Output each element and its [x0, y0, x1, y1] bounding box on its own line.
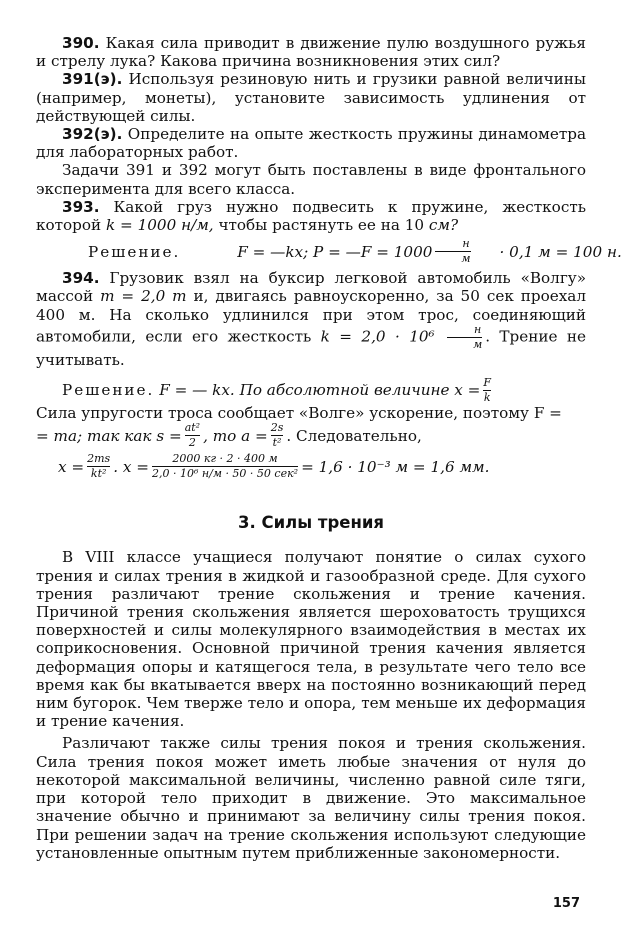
solution-expr: , то a = — [203, 426, 268, 445]
fraction-numerator: н — [474, 322, 482, 336]
stiffness-value: k = 1000 — [106, 216, 177, 235]
solution-expr: · 0,1 м = 100 н. — [499, 242, 622, 261]
length-unit: см? — [428, 216, 459, 235]
fraction — [185, 422, 200, 449]
problem-390 — [36, 34, 586, 70]
problem-number: 391(э). — [62, 70, 123, 89]
problem-text: . Трение не учитывать. — [36, 327, 587, 369]
problem-text: Какой груз нужно подвесить к пружине, жесткость которой — [36, 197, 586, 235]
problem-number: 394. — [62, 269, 100, 288]
paragraph: В VIII классе учащиеся получают понятие о силах сухого трения и силах трения в жидкой и газообразной среде. Для сухого трения различают трение скольжения и трение качения. Причиной трения скольжения является шероховатость трущихся поверхностей и силы молекулярного взаимодействия в местах их соприкосновения. Основной причиной трения качения является деформация опоры и катящегося тела, в результате чего тело все время как бы вкатывается вверх на постоянно возникающий перед ним бугорок. Чем тверже тело и опора, тем меньше их деформация и трение качения. — [36, 548, 586, 731]
fraction-numerator: F — [483, 376, 492, 390]
fraction-numerator: н — [462, 237, 470, 251]
solution-label: Решение. — [88, 242, 181, 261]
fraction-denominator: t² — [272, 436, 282, 450]
stiffness-value: k = 2,0 · 10⁶ — [320, 327, 435, 346]
fraction — [271, 422, 284, 449]
problem-text: чтобы растянуть ее на 10 — [218, 216, 425, 235]
solution-expr: . Следовательно, — [286, 426, 422, 445]
fraction-denominator: k — [483, 391, 491, 405]
problem-392 — [36, 125, 586, 161]
fraction — [447, 324, 482, 351]
problem-text: Определите на опыте жесткость пружины динамометра для лабораторных работ. — [36, 125, 586, 162]
fraction — [87, 453, 110, 480]
problem-text: Какая сила приводит в движение пулю воздушного ружья и стрелу лука? Какова причина возникновения этих сил? — [36, 34, 587, 71]
fraction-numerator: 2000 кг · 2 · 400 м — [172, 452, 278, 466]
problem-text: Используя резиновую нить и грузики равной величины (например, монеты), установите зависимость удлинения от действующей силы. — [36, 70, 586, 125]
fraction-denominator: 2 — [188, 436, 196, 450]
problem-number: 393. — [62, 197, 100, 216]
fraction-denominator: м — [473, 337, 483, 351]
fraction — [483, 377, 491, 404]
solution-393 — [36, 237, 622, 266]
problem-number: 390. — [62, 34, 100, 52]
fraction-denominator: 2,0 · 10⁶ н/м · 50 · 50 сек² — [151, 467, 299, 481]
problem-text: Грузовик взял на буксир легковой автомобиль «Волгу» массой — [36, 269, 587, 306]
solution-expr: x = — [58, 457, 85, 476]
solution-expr: F = —kx; P = —F = 1000 — [237, 242, 433, 261]
mass-value: m = 2,0 т — [100, 287, 187, 306]
solution-expr: F = — kx. По абсолютной величине x = — [159, 381, 481, 400]
fraction-numerator: 2s — [270, 421, 284, 435]
solution-expr: . x = — [113, 457, 149, 476]
fraction-denominator: kt² — [90, 467, 107, 481]
solution-394-line4 — [58, 453, 586, 480]
solution-expr: = 1,6 · 10⁻³ м = 1,6 мм. — [301, 457, 490, 476]
stiffness-unit: н/м, — [181, 216, 214, 235]
solution-label: Решение. — [62, 381, 155, 400]
fraction — [152, 453, 298, 480]
tasks-note: Задачи 391 и 392 могут быть поставлены в виде фронтального эксперимента для всего класса. — [36, 161, 586, 198]
page-content — [36, 34, 622, 862]
problem-393 — [36, 198, 586, 234]
paragraph: Различают также силы трения покоя и трения скольжения. Сила трения покоя может иметь любые значения от нуля до некоторой максимальной величины, численно равной силе тяги, при которой тело приходит в движение. Это максимальное значение обычно и принимают за величину силы трения покоя. При решении задач на трение скольжения используют следующие установленные опытным путем приближенные закономерности. — [36, 734, 586, 862]
solution-394-line3 — [36, 422, 586, 449]
problem-394 — [36, 269, 586, 369]
fraction-numerator: at² — [184, 421, 201, 435]
section-heading: 3. Силы трения — [237, 513, 385, 533]
fraction-denominator: м — [461, 252, 471, 266]
problem-text: и, двигаясь равноускоренно, за 50 сек проехал 400 м. На сколько удлинился при этом трос, соединяющий автомобили, если его жесткость — [36, 287, 586, 346]
solution-394-line2: Сила упругости троса сообщает «Волге» ускорение, поэтому F = — [36, 404, 562, 423]
page-number: 157 — [552, 896, 580, 911]
fraction-numerator: 2ms — [87, 452, 111, 466]
problem-number: 392(э). — [62, 125, 123, 144]
solution-394-line1 — [36, 377, 586, 404]
problem-391 — [36, 70, 586, 125]
fraction — [435, 238, 470, 265]
solution-expr: = ma; так как s = — [36, 426, 182, 445]
